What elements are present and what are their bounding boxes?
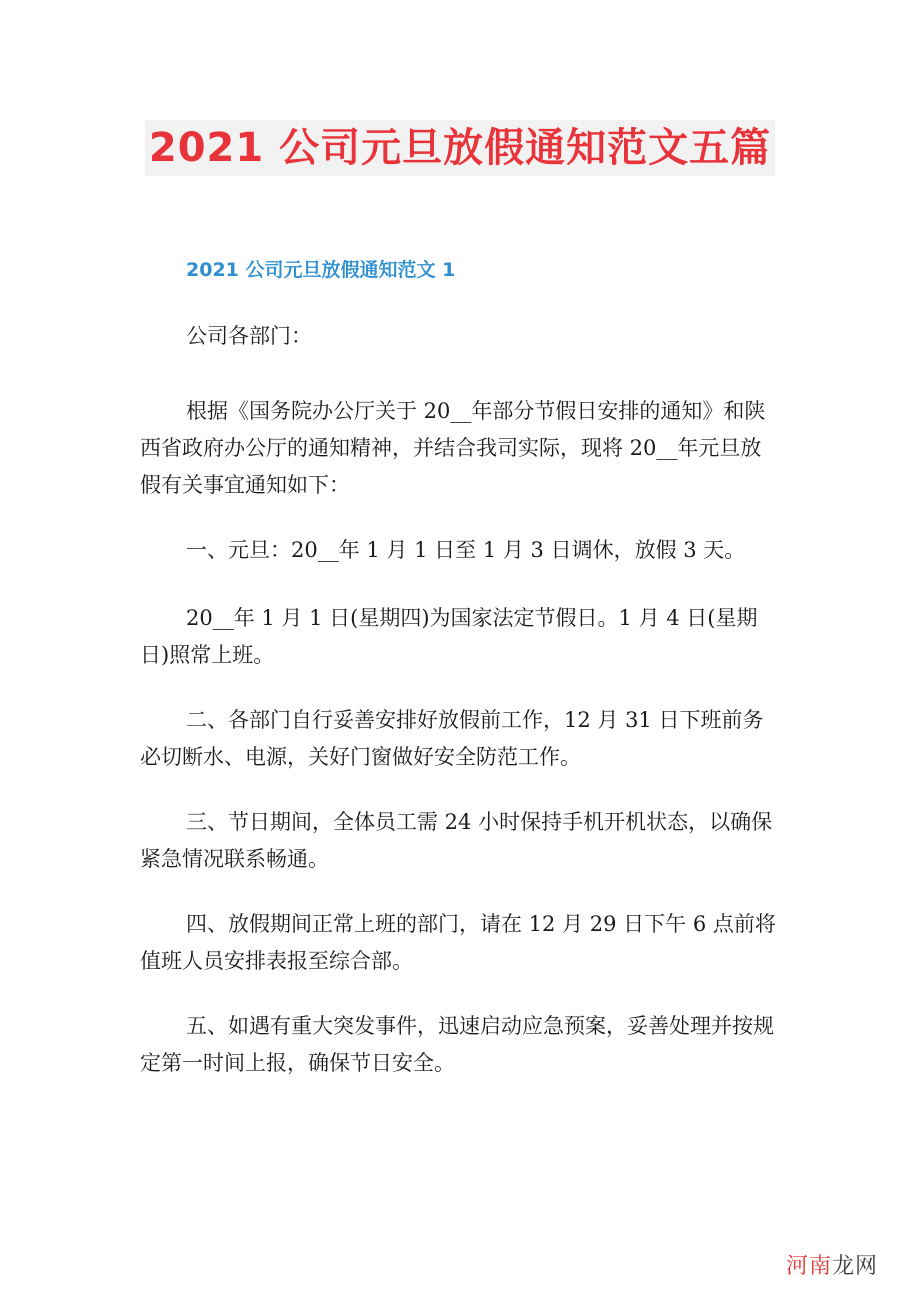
- paragraph-item-1-note: 20__年 1 月 1 日(星期四)为国家法定节假日。1 月 4 日(星期日)照常上班。: [140, 606, 758, 667]
- paragraph-item-4: 四、放假期间正常上班的部门，请在 12 月 29 日下午 6 点前将值班人员安排表报至综合部。: [140, 912, 776, 973]
- paragraph-intro: 根据《国务院办公厅关于 20__年部分节假日安排的通知》和陕西省政府办公厅的通知精神，并结合我司实际，现将 20__年元旦放假有关事宜通知如下：: [140, 399, 766, 497]
- paragraph-item-2: 二、各部门自行妥善安排好放假前工作，12 月 31 日下班前务必切断水、电源，关好门窗做好安全防范工作。: [140, 708, 764, 769]
- watermark-logo: [786, 1252, 878, 1282]
- watermark-part2: 龙网: [831, 1254, 878, 1279]
- document-body: [140, 318, 780, 1110]
- watermark-part1: 河南: [785, 1254, 832, 1279]
- section-title: 2021 公司元旦放假通知范文 1: [186, 259, 456, 281]
- paragraph-item-5: 五、如遇有重大突发事件，迅速启动应急预案，妥善处理并按规定第一时间上报，确保节日安全。: [140, 1014, 774, 1075]
- paragraph-item-3: 三、节日期间，全体员工需 24 小时保持手机开机状态，以确保紧急情况联系畅通。: [140, 810, 773, 871]
- paragraph-item-1: 一、元旦：20__年 1 月 1 日至 1 月 3 日调休，放假 3 天。: [186, 538, 746, 562]
- title-wrap: [0, 120, 920, 176]
- document-title: 2021 公司元旦放假通知范文五篇: [145, 120, 775, 176]
- salutation: 公司各部门：: [186, 324, 312, 348]
